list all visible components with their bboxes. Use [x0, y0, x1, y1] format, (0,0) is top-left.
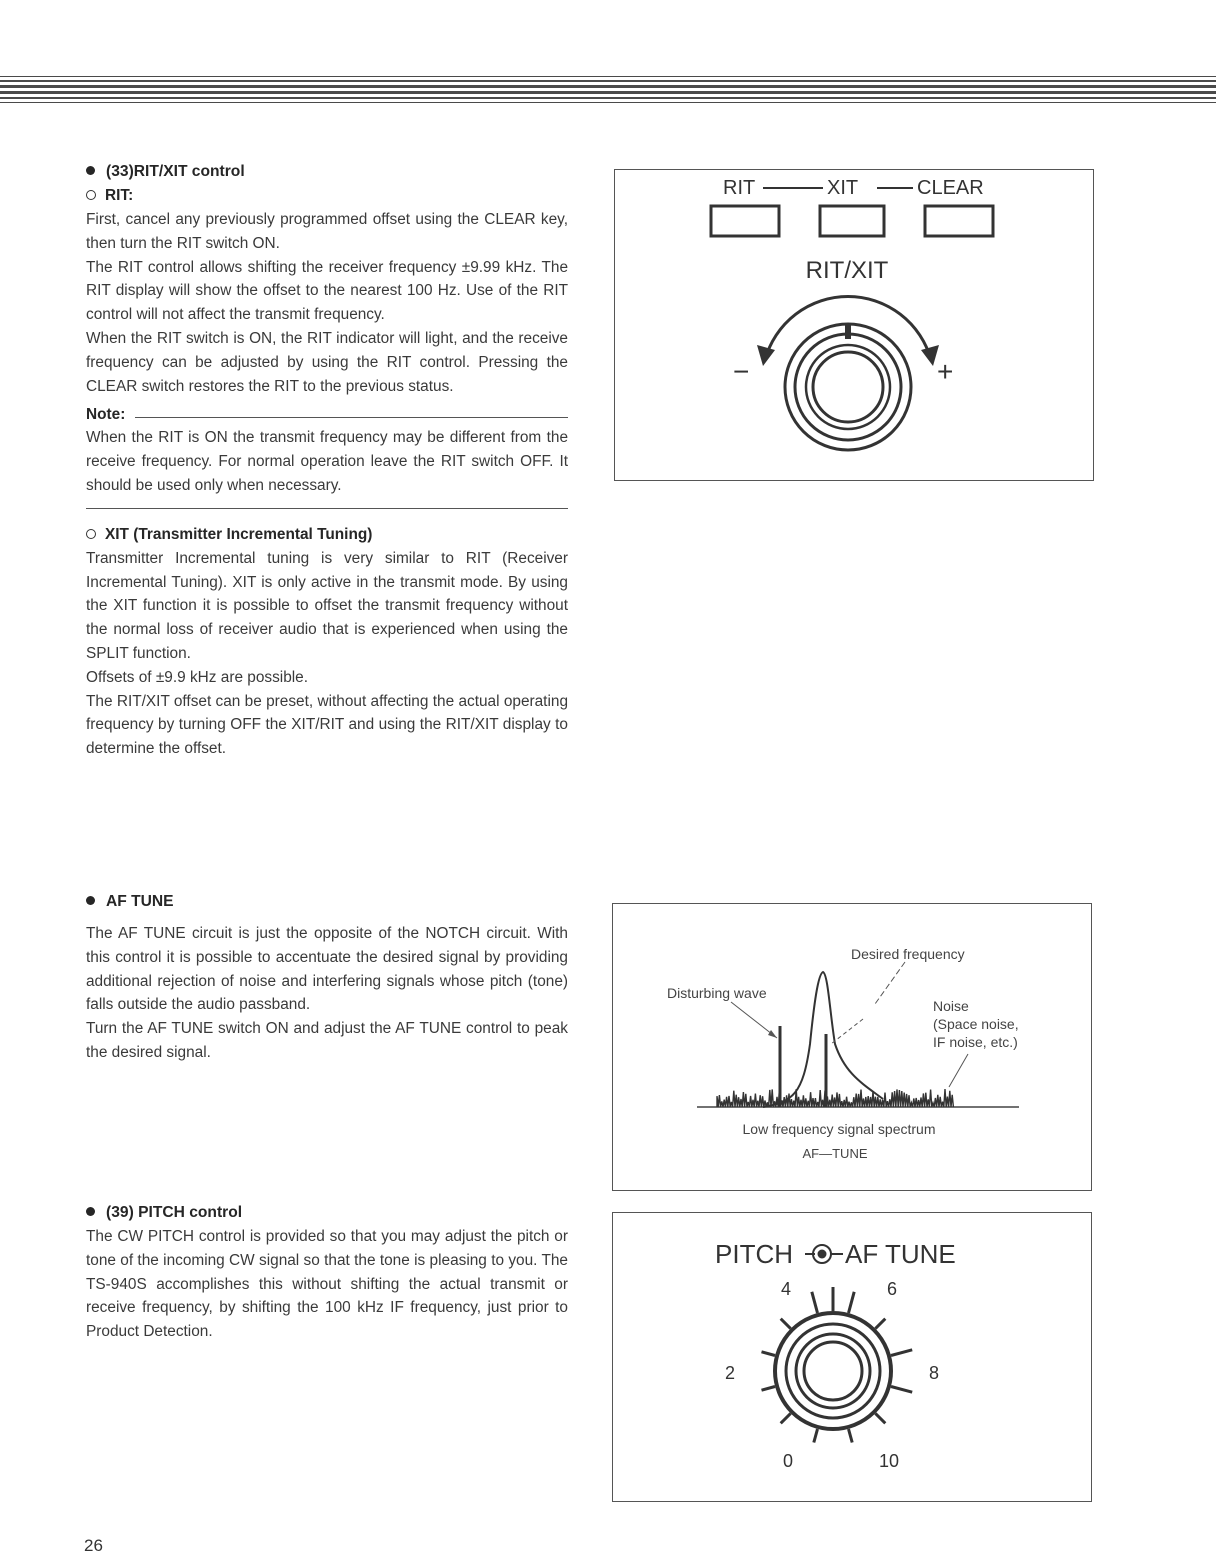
scale-label-8: 8	[929, 1363, 940, 1383]
scale-label-0: 0	[783, 1451, 794, 1471]
ring-bullet-icon	[86, 529, 96, 539]
af-tune-paragraph: Turn the AF TUNE switch ON and adjust the AF TUNE control to peak the desired signal.	[86, 1020, 568, 1061]
xit-label: XIT	[827, 177, 859, 199]
scale-tick	[781, 1319, 791, 1329]
clear-label: CLEAR	[917, 177, 984, 199]
concentric-knob-icon	[805, 1245, 843, 1263]
bullet-icon	[86, 166, 95, 175]
scale-tick	[875, 1413, 885, 1423]
scale-tick	[781, 1413, 791, 1423]
rit-paragraph: First, cancel any previously programmed offset using the CLEAR key, then turn the RIT switch ON.	[86, 211, 568, 252]
xit-key	[820, 206, 884, 236]
rit-xit-knob-label: RIT/XIT	[805, 257, 889, 284]
bullet-icon	[86, 1207, 95, 1216]
xit-paragraph: Transmitter Incremental tuning is very similar to RIT (Receiver Incremental Tuning). XIT is only active in the transmit mode. By using the XIT function it is possible to offset the transmit frequency without the normal loss of receiver audio that is experienced when using the SPLIT function.	[86, 549, 568, 662]
pitch-knob	[775, 1313, 891, 1429]
plus-label: +	[937, 356, 954, 387]
rit-subheading: RIT:	[86, 184, 568, 208]
scale-tick	[849, 1292, 855, 1313]
af-tune-label: AF TUNE	[845, 1239, 956, 1269]
note-heading: Note:	[86, 404, 568, 426]
af-tune-heading: AF TUNE	[86, 890, 568, 914]
scale-label-10: 10	[879, 1451, 900, 1471]
pointer-arrow	[768, 1030, 777, 1038]
xit-paragraph: Offsets of ±9.9 kHz are possible.	[86, 668, 309, 686]
rit-paragraph: When the RIT switch is ON, the RIT indicator will light, and the receive frequency can be adjusted by using the RIT control. Pressing the CLEAR switch restores the RIT to the previous status.	[86, 329, 568, 395]
noise-label-3: IF noise, etc.)	[933, 1034, 1018, 1050]
pitch-af-tune-figure	[612, 1212, 1092, 1502]
rit-xit-figure	[614, 169, 1094, 481]
minus-label: −	[733, 356, 750, 387]
pitch-label: PITCH	[715, 1239, 793, 1269]
scale-label-2: 2	[725, 1363, 736, 1383]
scale-tick	[875, 1319, 885, 1329]
spectrum-diagram	[613, 904, 1091, 1190]
scale-tick	[762, 1387, 776, 1391]
noise-label: Noise	[933, 998, 969, 1014]
noise-label-2: (Space noise,	[933, 1016, 1019, 1032]
clear-key	[925, 206, 993, 236]
spectrum-caption: Low frequency signal spectrum	[742, 1121, 936, 1137]
af-tune-spectrum-figure	[612, 903, 1092, 1191]
pointer-line	[831, 1019, 863, 1044]
rit-xit-heading: (33)RIT/XIT control	[86, 160, 568, 184]
scale-tick	[891, 1387, 912, 1393]
disturbing-wave-label: Disturbing wave	[667, 985, 767, 1001]
page-number: 26	[84, 1536, 103, 1555]
ring-bullet-icon	[86, 190, 96, 200]
rit-paragraph: The RIT control allows shifting the receiver frequency ±9.99 kHz. The RIT display will show the offset to the nearest 100 Hz. Use of the RIT control will not affect the transmit frequency.	[86, 258, 568, 324]
scale-label-6: 6	[887, 1279, 898, 1299]
noise-waveform	[717, 1089, 953, 1107]
rit-xit-section	[86, 160, 568, 761]
scale-tick	[812, 1292, 818, 1313]
rit-xit-diagram	[615, 170, 1093, 480]
bullet-icon	[86, 896, 95, 905]
scale-tick	[762, 1352, 776, 1356]
af-tune-section	[86, 890, 568, 1065]
header-rule	[0, 76, 1216, 104]
rit-xit-knob	[785, 323, 911, 450]
xit-subheading: XIT (Transmitter Incremental Tuning)	[86, 523, 568, 547]
desired-frequency-label: Desired frequency	[851, 946, 965, 962]
scale-tick	[814, 1429, 818, 1443]
note-text: When the RIT is ON the transmit frequency may be different from the receive frequency. For normal operation leave the RIT switch OFF. It should be used only when necessary.	[86, 429, 568, 494]
pointer-line	[949, 1054, 968, 1087]
pitch-knob-diagram	[613, 1213, 1091, 1501]
spectrum-subcaption: AF—TUNE	[802, 1146, 868, 1161]
pitch-paragraph: The CW PITCH control is provided so that you may adjust the pitch or tone of the incoming CW signal so that the tone is pleasing to you. The TS-940S accomplishes this without shifting the actual transmit or receive frequency, by shifting the 100 kHz IF frequency, just prior to Product Detection.	[86, 1228, 568, 1341]
scale-label-4: 4	[781, 1279, 792, 1299]
pointer-line	[875, 962, 905, 1004]
rit-key	[711, 206, 779, 236]
xit-paragraph: The RIT/XIT offset can be preset, without affecting the actual operating frequency by turning OFF the XIT/RIT and using the RIT/XIT display to determine the offset.	[86, 692, 568, 758]
pitch-section	[86, 1201, 568, 1344]
pitch-heading: (39) PITCH control	[86, 1201, 568, 1225]
af-tune-paragraph: The AF TUNE circuit is just the opposite of the NOTCH circuit. With this control it is possible to accentuate the desired signal by providing additional rejection of noise and interfering signals whose pitch (tone) falls outside the audio passband.	[86, 925, 568, 1014]
note-divider	[86, 508, 568, 509]
rit-label: RIT	[723, 177, 756, 199]
scale-tick	[849, 1429, 853, 1443]
scale-tick	[891, 1350, 912, 1356]
